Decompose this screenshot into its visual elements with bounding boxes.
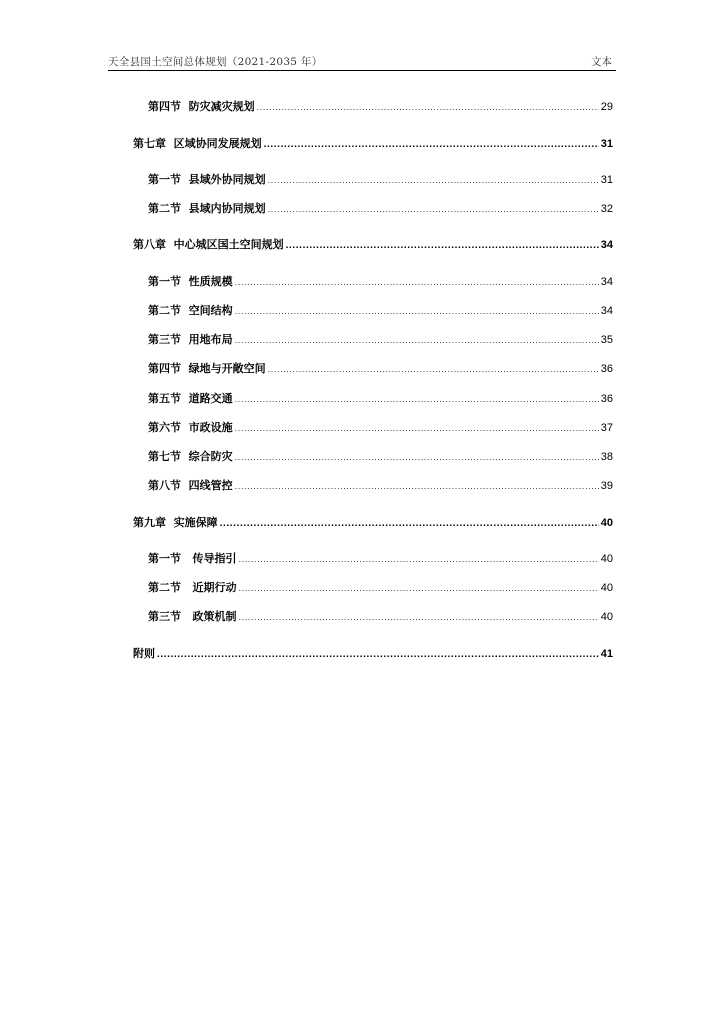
- toc-entry[interactable]: [148, 201, 613, 217]
- toc-page-number: 35: [600, 334, 613, 346]
- toc-entry[interactable]: [148, 303, 613, 319]
- document-type-label: 文本: [591, 56, 612, 68]
- toc-entry-label: 第九章 实施保障: [133, 516, 218, 529]
- toc-leader-dots: [268, 361, 599, 377]
- toc-entry[interactable]: [148, 420, 613, 436]
- toc-entry-label: 第八节 四线管控: [148, 479, 233, 492]
- toc-page-number: 31: [600, 174, 613, 186]
- toc-leader-dots: [220, 516, 599, 532]
- toc-entry-label: 第六节 市政设施: [148, 421, 233, 434]
- toc-entry[interactable]: [148, 478, 613, 494]
- toc-leader-dots: [235, 332, 599, 348]
- toc-chapter-entry[interactable]: [133, 237, 613, 253]
- toc-entry[interactable]: [148, 551, 613, 567]
- toc-leader-dots: [268, 172, 599, 188]
- toc-entry-label: 第五节 道路交通: [148, 392, 233, 405]
- toc-page-number: 32: [600, 203, 613, 215]
- toc-entry[interactable]: [148, 391, 613, 407]
- toc-leader-dots: [235, 420, 599, 436]
- toc-page-number: 29: [600, 101, 613, 113]
- toc-page-number: 37: [600, 422, 613, 434]
- toc-leader-dots: [268, 201, 599, 217]
- toc-leader-dots: [264, 137, 599, 153]
- toc-page-number: 36: [600, 393, 613, 405]
- toc-entry-label: 第四节 绿地与开敞空间: [148, 362, 266, 375]
- toc-chapter-entry[interactable]: [133, 646, 613, 662]
- toc-entry[interactable]: [148, 449, 613, 465]
- toc-leader-dots: [157, 647, 599, 663]
- toc-entry-label: 第七章 区域协同发展规划: [133, 137, 262, 150]
- toc-leader-dots: [257, 99, 599, 115]
- toc-entry[interactable]: [148, 332, 613, 348]
- toc-entry-label: 第一节 性质规模: [148, 275, 233, 288]
- toc-page-number: 34: [600, 276, 613, 288]
- toc-entry-label: 第二节 空间结构: [148, 304, 233, 317]
- document-title: 天全县国土空间总体规划（2021-2035 年）: [108, 56, 323, 68]
- toc-entry[interactable]: [148, 274, 613, 290]
- toc-page-number: 34: [600, 305, 613, 317]
- toc-page-number: 38: [600, 451, 613, 463]
- toc-entry-label: 第二节 近期行动: [148, 581, 237, 594]
- toc-entry-label: 第一节 县域外协同规划: [148, 173, 266, 186]
- toc-entry[interactable]: [148, 361, 613, 377]
- toc-leader-dots: [235, 391, 599, 407]
- toc-entry-label: 第三节 用地布局: [148, 333, 233, 346]
- toc-leader-dots: [235, 478, 599, 494]
- toc-leader-dots: [239, 551, 599, 567]
- toc-entry-label: 第七节 综合防灾: [148, 450, 233, 463]
- toc-entry-label: 第二节 县域内协同规划: [148, 202, 266, 215]
- toc-page-number: 40: [600, 553, 613, 565]
- toc-page-number: 41: [600, 648, 613, 660]
- toc-page-number: 34: [600, 239, 613, 251]
- toc-leader-dots: [239, 609, 599, 625]
- toc-leader-dots: [239, 580, 599, 596]
- toc-chapter-entry[interactable]: [133, 136, 613, 152]
- toc-page-number: 40: [600, 582, 613, 594]
- toc-entry-label: 第八章 中心城区国土空间规划: [133, 238, 284, 251]
- toc-page-number: 40: [600, 611, 613, 623]
- toc-entry[interactable]: [148, 172, 613, 188]
- toc-leader-dots: [235, 303, 599, 319]
- toc-entry[interactable]: [148, 580, 613, 596]
- toc-page-number: 39: [600, 480, 613, 492]
- toc-entry[interactable]: [148, 99, 613, 115]
- toc-entry[interactable]: [148, 609, 613, 625]
- toc-leader-dots: [235, 274, 599, 290]
- toc-entry-label: 第三节 政策机制: [148, 610, 237, 623]
- toc-entry-label: 第四节 防灾减灾规划: [148, 100, 255, 113]
- toc-chapter-entry[interactable]: [133, 515, 613, 531]
- toc-entry-label: 附则: [133, 647, 155, 660]
- toc-page-number: 40: [600, 517, 613, 529]
- toc-page-number: 36: [600, 363, 613, 375]
- toc-leader-dots: [286, 238, 599, 254]
- toc-entry-label: 第一节 传导指引: [148, 552, 237, 565]
- toc-page-number: 31: [600, 138, 613, 150]
- toc-leader-dots: [235, 449, 599, 465]
